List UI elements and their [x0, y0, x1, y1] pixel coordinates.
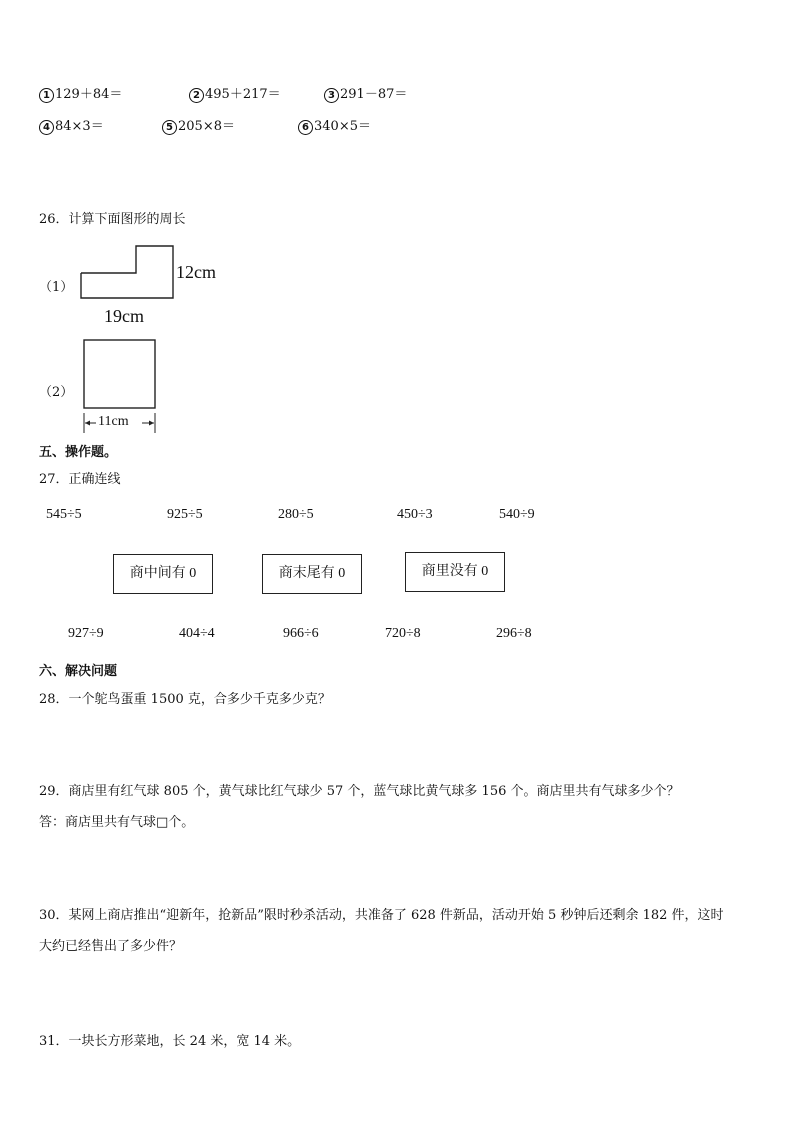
q27-title: 27．正确连线 [39, 472, 121, 487]
stepped-shape-figure [78, 244, 178, 300]
calc-item-3 [324, 83, 407, 103]
circled-number: 2 [189, 88, 204, 103]
bottom-expression: 927÷9 [68, 626, 104, 641]
calc-expression: 495＋217＝ [205, 87, 281, 102]
question-31: 31．一块长方形菜地，长 24 米，宽 14 米。 [39, 1034, 301, 1049]
calc-item-5 [162, 115, 235, 135]
top-expression: 450÷3 [397, 507, 433, 522]
figure-2-side-label: 11cm [98, 414, 129, 429]
section-5-heading: 五、操作题。 [39, 445, 118, 460]
top-expression: 540÷9 [499, 507, 535, 522]
question-28: 28．一个鸵鸟蛋重 1500 克，合多少千克多少克？ [39, 692, 331, 707]
calc-expression: 291－87＝ [340, 87, 408, 102]
bottom-expression: 966÷6 [283, 626, 319, 641]
top-expression: 925÷5 [167, 507, 203, 522]
top-expression: 545÷5 [46, 507, 82, 522]
calc-item-2 [189, 83, 281, 103]
category-box-middle-zero: 商中间有 0 [113, 554, 213, 594]
calc-item-6 [298, 115, 371, 135]
figure-1-height-label: 12cm [176, 262, 216, 282]
bottom-expression: 720÷8 [385, 626, 421, 641]
q26-title: 26．计算下面图形的周长 [39, 212, 186, 227]
figure-1-label: （1） [39, 280, 74, 295]
question-29-answer: 答：商店里共有气球□个。 [39, 815, 195, 830]
section-6-heading: 六、解决问题 [39, 664, 118, 679]
circled-number: 3 [324, 88, 339, 103]
top-expression: 280÷5 [278, 507, 314, 522]
category-box-end-zero: 商末尾有 0 [262, 554, 362, 594]
calc-expression: 129＋84＝ [55, 87, 123, 102]
calc-item-4 [39, 115, 104, 135]
bottom-expression: 404÷4 [179, 626, 215, 641]
figure-1-width-label: 19cm [104, 306, 144, 326]
category-box-no-zero: 商里没有 0 [405, 552, 505, 592]
circled-number: 1 [39, 88, 54, 103]
bottom-expression: 296÷8 [496, 626, 532, 641]
circled-number: 5 [162, 120, 177, 135]
calc-expression: 84×3＝ [55, 119, 104, 134]
calc-expression: 340×5＝ [314, 119, 371, 134]
figure-2-label: （2） [39, 385, 74, 400]
calc-expression: 205×8＝ [178, 119, 235, 134]
calc-item-1 [39, 83, 122, 103]
circled-number: 6 [298, 120, 313, 135]
question-30-line-1: 30．某网上商店推出“迎新年，抢新品”限时秒杀活动，共准备了 628 件新品，活动开始 5 秒钟后还剩余 182 件，这时 [39, 908, 724, 923]
question-29: 29．商店里有红气球 805 个，黄气球比红气球少 57 个，蓝气球比黄气球多 156 个。商店里共有气球多少个？ [39, 784, 680, 799]
question-30-line-2: 大约已经售出了多少件？ [39, 939, 183, 954]
circled-number: 4 [39, 120, 54, 135]
